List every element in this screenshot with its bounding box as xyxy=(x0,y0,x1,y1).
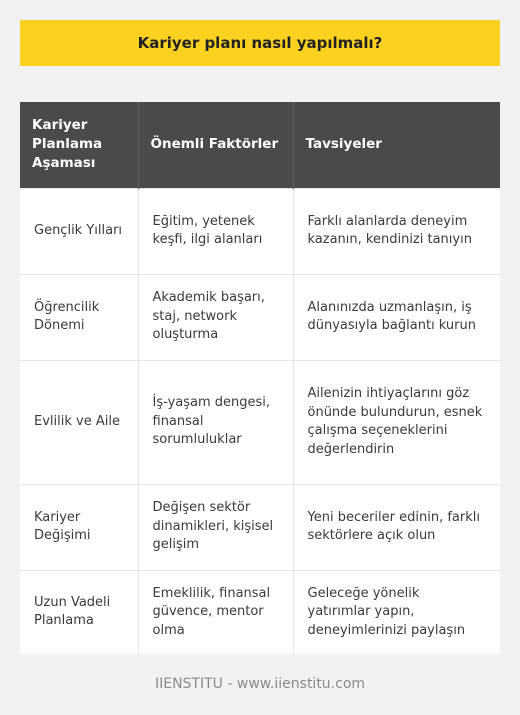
advice-cell: Geleceğe yönelik yatırımlar yapın, deneyimlerinizi paylaşın xyxy=(293,570,500,654)
advice-cell: Ailenizin ihtiyaçlarını göz önünde bulundurun, esnek çalışma seçeneklerini değerlendirin xyxy=(293,360,500,484)
header-advice: Tavsiyeler xyxy=(293,102,500,188)
factors-cell: Eğitim, yetenek keşfi, ilgi alanları xyxy=(138,188,293,274)
factors-cell: Emeklilik, finansal güvence, mentor olma xyxy=(138,570,293,654)
table-row xyxy=(20,570,500,654)
header-factors: Önemli Faktörler xyxy=(138,102,293,188)
factors-cell: Akademik başarı, staj, network oluşturma xyxy=(138,274,293,360)
stage-cell: Gençlik Yılları xyxy=(20,188,138,274)
career-plan-table xyxy=(20,102,500,654)
advice-cell: Farklı alanlarda deneyim kazanın, kendinizi tanıyın xyxy=(293,188,500,274)
table-row xyxy=(20,188,500,274)
table-row xyxy=(20,484,500,570)
page-title: Kariyer planı nasıl yapılmalı? xyxy=(20,20,500,66)
table-row xyxy=(20,274,500,360)
factors-cell: İş-yaşam dengesi, finansal sorumluluklar xyxy=(138,360,293,484)
stage-cell: Öğrencilik Dönemi xyxy=(20,274,138,360)
table-row xyxy=(20,360,500,484)
stage-cell: Evlilik ve Aile xyxy=(20,360,138,484)
stage-cell: Uzun Vadeli Planlama xyxy=(20,570,138,654)
factors-cell: Değişen sektör dinamikleri, kişisel gelişim xyxy=(138,484,293,570)
header-stage: Kariyer Planlama Aşaması xyxy=(20,102,138,188)
footer-credit: IIENSTITU - www.iienstitu.com xyxy=(154,676,366,692)
advice-cell: Alanınızda uzmanlaşın, iş dünyasıyla bağlantı kurun xyxy=(293,274,500,360)
stage-cell: Kariyer Değişimi xyxy=(20,484,138,570)
table-header-row xyxy=(20,102,500,188)
advice-cell: Yeni beceriler edinin, farklı sektörlere açık olun xyxy=(293,484,500,570)
